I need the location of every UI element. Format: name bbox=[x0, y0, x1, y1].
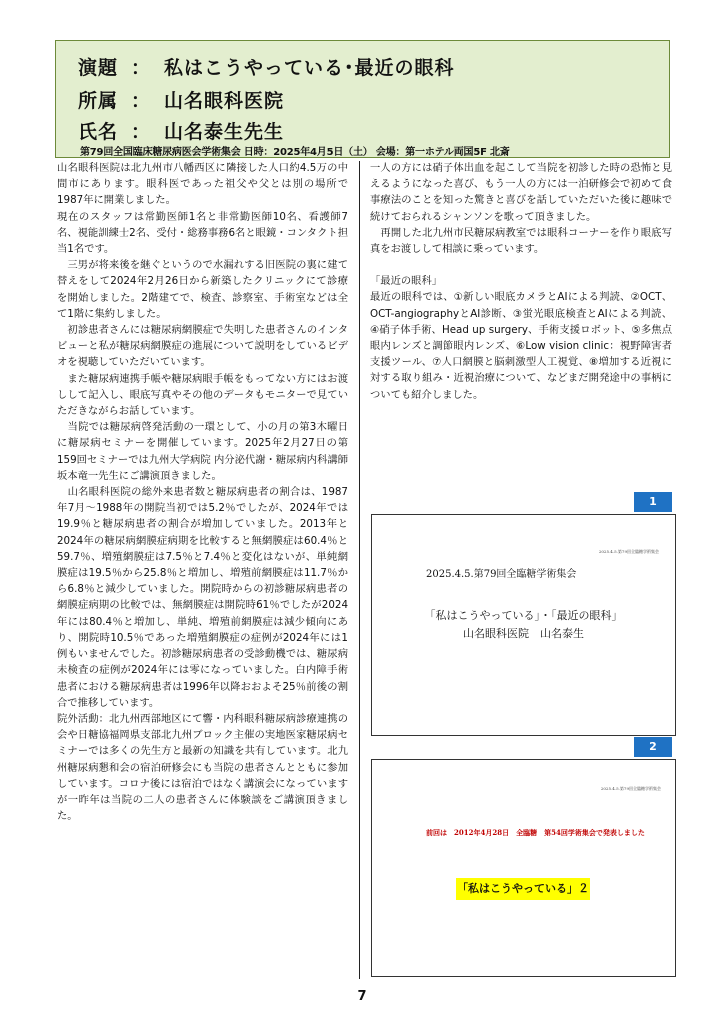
paragraph: 初診患者さんには糖尿病網膜症で失明した患者さんのインタビューと私が糖尿病網膜症の進展について説明をしているビデオを視聴していただいています。 bbox=[57, 324, 348, 369]
lecture-title-label: 演題 bbox=[78, 57, 119, 79]
speaker-line bbox=[78, 117, 284, 144]
lecture-title-line bbox=[78, 53, 455, 80]
paragraph: 現在のスタッフは常勤医師1名と非常勤医師10名、看護師7名、視能訓練士2名、受付・総務事務6名と眼鏡・コンタクト担当1名です。 bbox=[57, 210, 348, 256]
slide-main-line: 山名眼科医院 山名泰生 bbox=[463, 627, 584, 640]
lecture-title: 私はこうやっている･最近の眼科 bbox=[164, 57, 455, 79]
slide-main-text bbox=[372, 607, 675, 643]
separator: ： bbox=[131, 90, 152, 112]
slide-title: 2025.4.5.第79回全臨糖学術集会 bbox=[426, 569, 577, 580]
paragraph: 山名眼科医院の総外来患者数と糖尿病患者の割合は、1987年7月～1988年の開院当初では5.2％でしたが、2024年では19.9％と糖尿病患者の割合が増加していました。2013年と2024年の糖尿病網膜症病期を比較すると無網膜症は60.4％と59.7％、増殖網膜症は7.5％と7.4％と変化はないが、単純網膜症は19.5％から25.8％と増加し、増殖前網膜症は11.7％から6.8％と減少していました。開院時からの初診糖尿病患者の網膜症病期の比較では、無網膜症は開院時61％でしたが2024年には80.4％と増加し、単純、増殖前網膜症は減少傾向にあり、開院時10.5％であった増殖網膜症の症例が2024年には1例もいませんでした。初診糖尿病患者の受診動機では、糖尿病未検査の症例が2024年には零になっていました。白内障手術患者における糖尿病患者は1996年以降おおよそ25％前後の割合で推移しています。 bbox=[57, 486, 348, 709]
slide-thumbnail bbox=[371, 759, 676, 977]
spacer bbox=[370, 257, 672, 273]
paragraph: 山名眼科医院は北九州市八幡西区に隣接した人口約4.5万の中間市にあります。眼科医であった祖父や父とは別の場所で1987年に開業しました。 bbox=[57, 162, 348, 207]
left-column bbox=[57, 160, 348, 824]
right-column bbox=[370, 160, 672, 403]
paragraph: 三男が将来後を継ぐというので水漏れする旧医院の裏に建て替えをして2024年2月26日から新築したクリニックにて診療を開始しました。2階建てで、検査、診察室、手術室などは全て1階に集約しました。 bbox=[57, 259, 348, 320]
slide-highlight: 「私はこうやっている」２ bbox=[456, 878, 590, 900]
speaker-name: 山名泰生先生 bbox=[164, 121, 285, 143]
paragraph: また糖尿病連携手帳や糖尿病眼手帳をもってない方にはお渡しして記入し、眼底写真やその他のデータもモニターで見ていただきながらお話しています。 bbox=[57, 372, 348, 418]
paragraph: 一人の方には硝子体出血を起こして当院を初診した時の恐怖と見えるようになった喜び、もう一人の方には一泊研修会で初めて食事療法のことを知った驚きと喜びを話していただいた後に趣味で続けておられるシャンソンを歌って頂きました。 bbox=[370, 162, 672, 223]
paragraph: 再開した北九州市民糖尿病教室では眼科コーナーを作り眼底写真をお渡しして相談に乗っています。 bbox=[370, 226, 672, 256]
conference-info: 第79回全国臨床糖尿病医会学術集会 日時：2025年4月5日（土） 会場：第一ホテル両国5F 北斎 bbox=[80, 147, 510, 158]
paragraph: 当院では糖尿病啓発活動の一環として、小の月の第3木曜日に糖尿病セミナーを開催しています。2025年2月27日の第159回セミナーでは九州大学病院 内分泌代謝・糖尿病内科講師坂本竜一先生にご講演頂きました。 bbox=[57, 421, 348, 482]
slide-number-badge: 1 bbox=[634, 492, 672, 512]
separator: ： bbox=[131, 121, 152, 143]
slide-number-badge: 2 bbox=[634, 737, 672, 757]
speaker-label: 氏名 bbox=[78, 121, 119, 143]
page-number: 7 bbox=[357, 989, 367, 1004]
paragraph: 最近の眼科では、①新しい眼底カメラとAIによる判読、②OCT、OCT-angiographyとAI診断、③蛍光眼底検査とAIによる判読、④硝子体手術、Head up surgery、手術支援ロボット、⑤多焦点眼内レンズと調節眼内レンズ、⑥Low vision clinic：視野障害者支援ツール、⑦人口網膜と脳刺激型人工視覚、⑧増加する近視に対する取り組み・近視治療について、などまだ開発途中の事柄についても紹介しました。 bbox=[370, 291, 672, 401]
title-box bbox=[55, 40, 670, 158]
affiliation-line bbox=[78, 86, 284, 113]
slide-main-line: 「私はこうやっている」・「最近の眼科」 bbox=[424, 609, 623, 622]
section-heading: 「最近の眼科」 bbox=[370, 275, 443, 288]
affiliation-label: 所属 bbox=[78, 90, 119, 112]
slide-note: 前回は 2012年4月28日 全臨糖 第54回学術集会で発表しました bbox=[426, 828, 645, 837]
slide-thumbnail bbox=[371, 514, 676, 736]
slide-header-text: 2025.4.5.第79回全臨糖学術集会 bbox=[600, 786, 661, 791]
column-divider bbox=[359, 161, 360, 979]
slide-header-text: 2025.4.5.第79回全臨糖学術集会 bbox=[598, 549, 659, 554]
paragraph: 院外活動：北九州西部地区にて響・内科眼科糖尿病診療連携の会や日糖協福岡県支部北九州ブロック主催の実地医家糖尿病セミナーでは多くの先生方と最新の知識を共有しています。北九州糖尿病懇和会の宿泊研修会にも当院の患者さんとともに参加しています。コロナ後には宿泊ではなく講演会になっていますが一昨年は当院の二人の患者さんに体験談をご講演頂きました。 bbox=[57, 712, 348, 823]
separator: ： bbox=[131, 57, 152, 79]
affiliation: 山名眼科医院 bbox=[164, 90, 285, 112]
